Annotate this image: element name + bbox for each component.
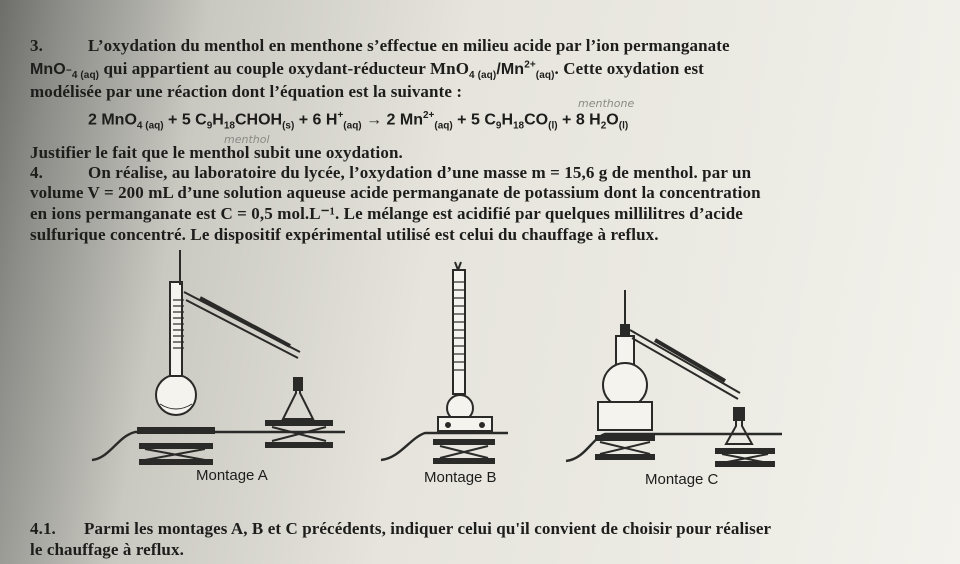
q3-line-1: 3. L’oxydation du menthol en menthone s’effectue en milieu acide par l’ion permanganate	[30, 36, 730, 55]
q3-line-5: Justifier le fait que le menthol subit une oxydation.	[30, 143, 403, 162]
q3-line-3: modélisée par une réaction dont l’équation est la suivante :	[30, 82, 463, 101]
q41-number: 4.1.	[30, 519, 56, 538]
q41-line-2: le chauffage à reflux.	[30, 540, 184, 559]
q4-number: 4.	[30, 163, 43, 182]
caption-montage-c: Montage C	[645, 471, 719, 488]
montage-b-diagram	[381, 262, 508, 463]
caption-montage-b: Montage B	[424, 469, 497, 486]
handwritten-note-menthol: menthol	[224, 133, 270, 146]
montage-a-diagram	[92, 250, 345, 464]
q4-line-1: 4. On réalise, au laboratoire du lycée, l’oxydation d’une masse m = 15,6 g de menthol. par un	[30, 163, 752, 182]
q4-line-3: en ions permanganate est C = 0,5 mol.L⁻¹. Le mélange est acidifié par quelques millilitres d’acide	[30, 204, 743, 223]
montage-c-diagram	[566, 290, 782, 466]
caption-montage-a: Montage A	[196, 467, 268, 484]
handwritten-note-menthone: menthone	[578, 97, 635, 110]
q3-line-2: MnO$_{^-4 (aq)}$ qui appartient au couple oxydant-réducteur $MnO_{4 (aq)}/Mn^{2+}_{(aq)}$. Cette oxydation est	[30, 59, 704, 82]
q41-line-1: 4.1. Parmi les montages A, B et C précédents, indiquer celui qu'il convient de choisir pour réaliser	[30, 519, 772, 538]
q4-line-2: volume V = 200 mL d’une solution aqueuse acide permanganate de potassium dont la concentration	[30, 183, 761, 202]
reaction-equation: 2 MnO$_{4 (aq)}$ + 5 $C_9H_{18}CHOH_{(s)} + 6$ $H^+_{(aq)} \to 2$ $Mn^{2+}_{(aq)} + 5$ $C_9H_{18}CO_{(l)} + 8$ $H_2O_{(l)}$	[88, 110, 629, 132]
q3-number: 3.	[30, 36, 43, 55]
q4-line-4: sulfurique concentré. Le dispositif expérimental utilisé est celui du chauffage à reflux.	[30, 225, 659, 244]
